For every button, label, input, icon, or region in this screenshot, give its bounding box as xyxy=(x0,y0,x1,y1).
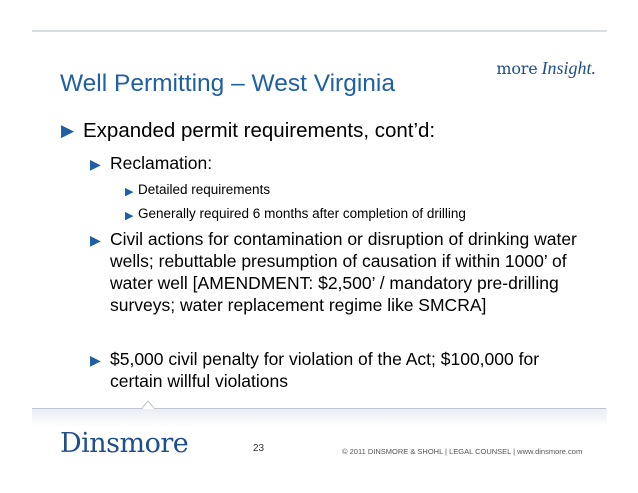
brand-more: more xyxy=(496,59,538,78)
slide-title: Well Permitting – West Virginia xyxy=(60,70,395,97)
bullet-text: $5,000 civil penalty for violation of the Act; $100,000 for certain willful violations xyxy=(110,349,540,391)
bullet-arrow-icon: ▶ xyxy=(125,210,134,222)
bullet-arrow-icon: ▶ xyxy=(90,232,101,248)
page-number: 23 xyxy=(253,443,265,454)
bullet-arrow-icon: ▶ xyxy=(125,186,134,198)
bullet-arrow-icon: ▶ xyxy=(90,352,101,368)
footer-shade xyxy=(32,409,607,427)
bullet-text: Detailed requirements xyxy=(138,182,271,197)
bullet-arrow-icon: ▶ xyxy=(61,121,75,140)
footer-divider xyxy=(154,408,606,409)
footer-divider xyxy=(32,408,143,409)
bullet-penalty xyxy=(90,349,570,393)
bullet-text: Generally required 6 months after completion of drilling xyxy=(138,206,466,221)
bullet-text: Civil actions for contamination or disruption of drinking water wells; rebuttable presumption of causation if within 1000’ of water well [AMENDMENT: $2,500’ / mandatory pre-drilling surveys; water replacement regime like SMCRA] xyxy=(110,229,577,315)
bullet-detailed xyxy=(125,182,270,199)
brand-mark xyxy=(496,58,596,79)
bullet-generally xyxy=(125,206,466,223)
footer-text: © 2011 DINSMORE & SHOHL | LEGAL COUNSEL | www.dinsmore.com xyxy=(342,447,583,456)
brand-insight: Insight. xyxy=(541,58,596,78)
bullet-text: Expanded permit requirements, cont’d: xyxy=(83,119,436,142)
top-divider xyxy=(32,30,607,32)
bullet-reclamation xyxy=(90,153,212,175)
footer-notch-icon xyxy=(142,400,154,412)
bullet-civil-actions xyxy=(90,229,590,317)
bullet-level1 xyxy=(61,118,435,144)
bullet-arrow-icon: ▶ xyxy=(90,156,101,172)
bullet-text: Reclamation: xyxy=(110,153,213,173)
company-logo: Dinsmore xyxy=(60,428,189,459)
